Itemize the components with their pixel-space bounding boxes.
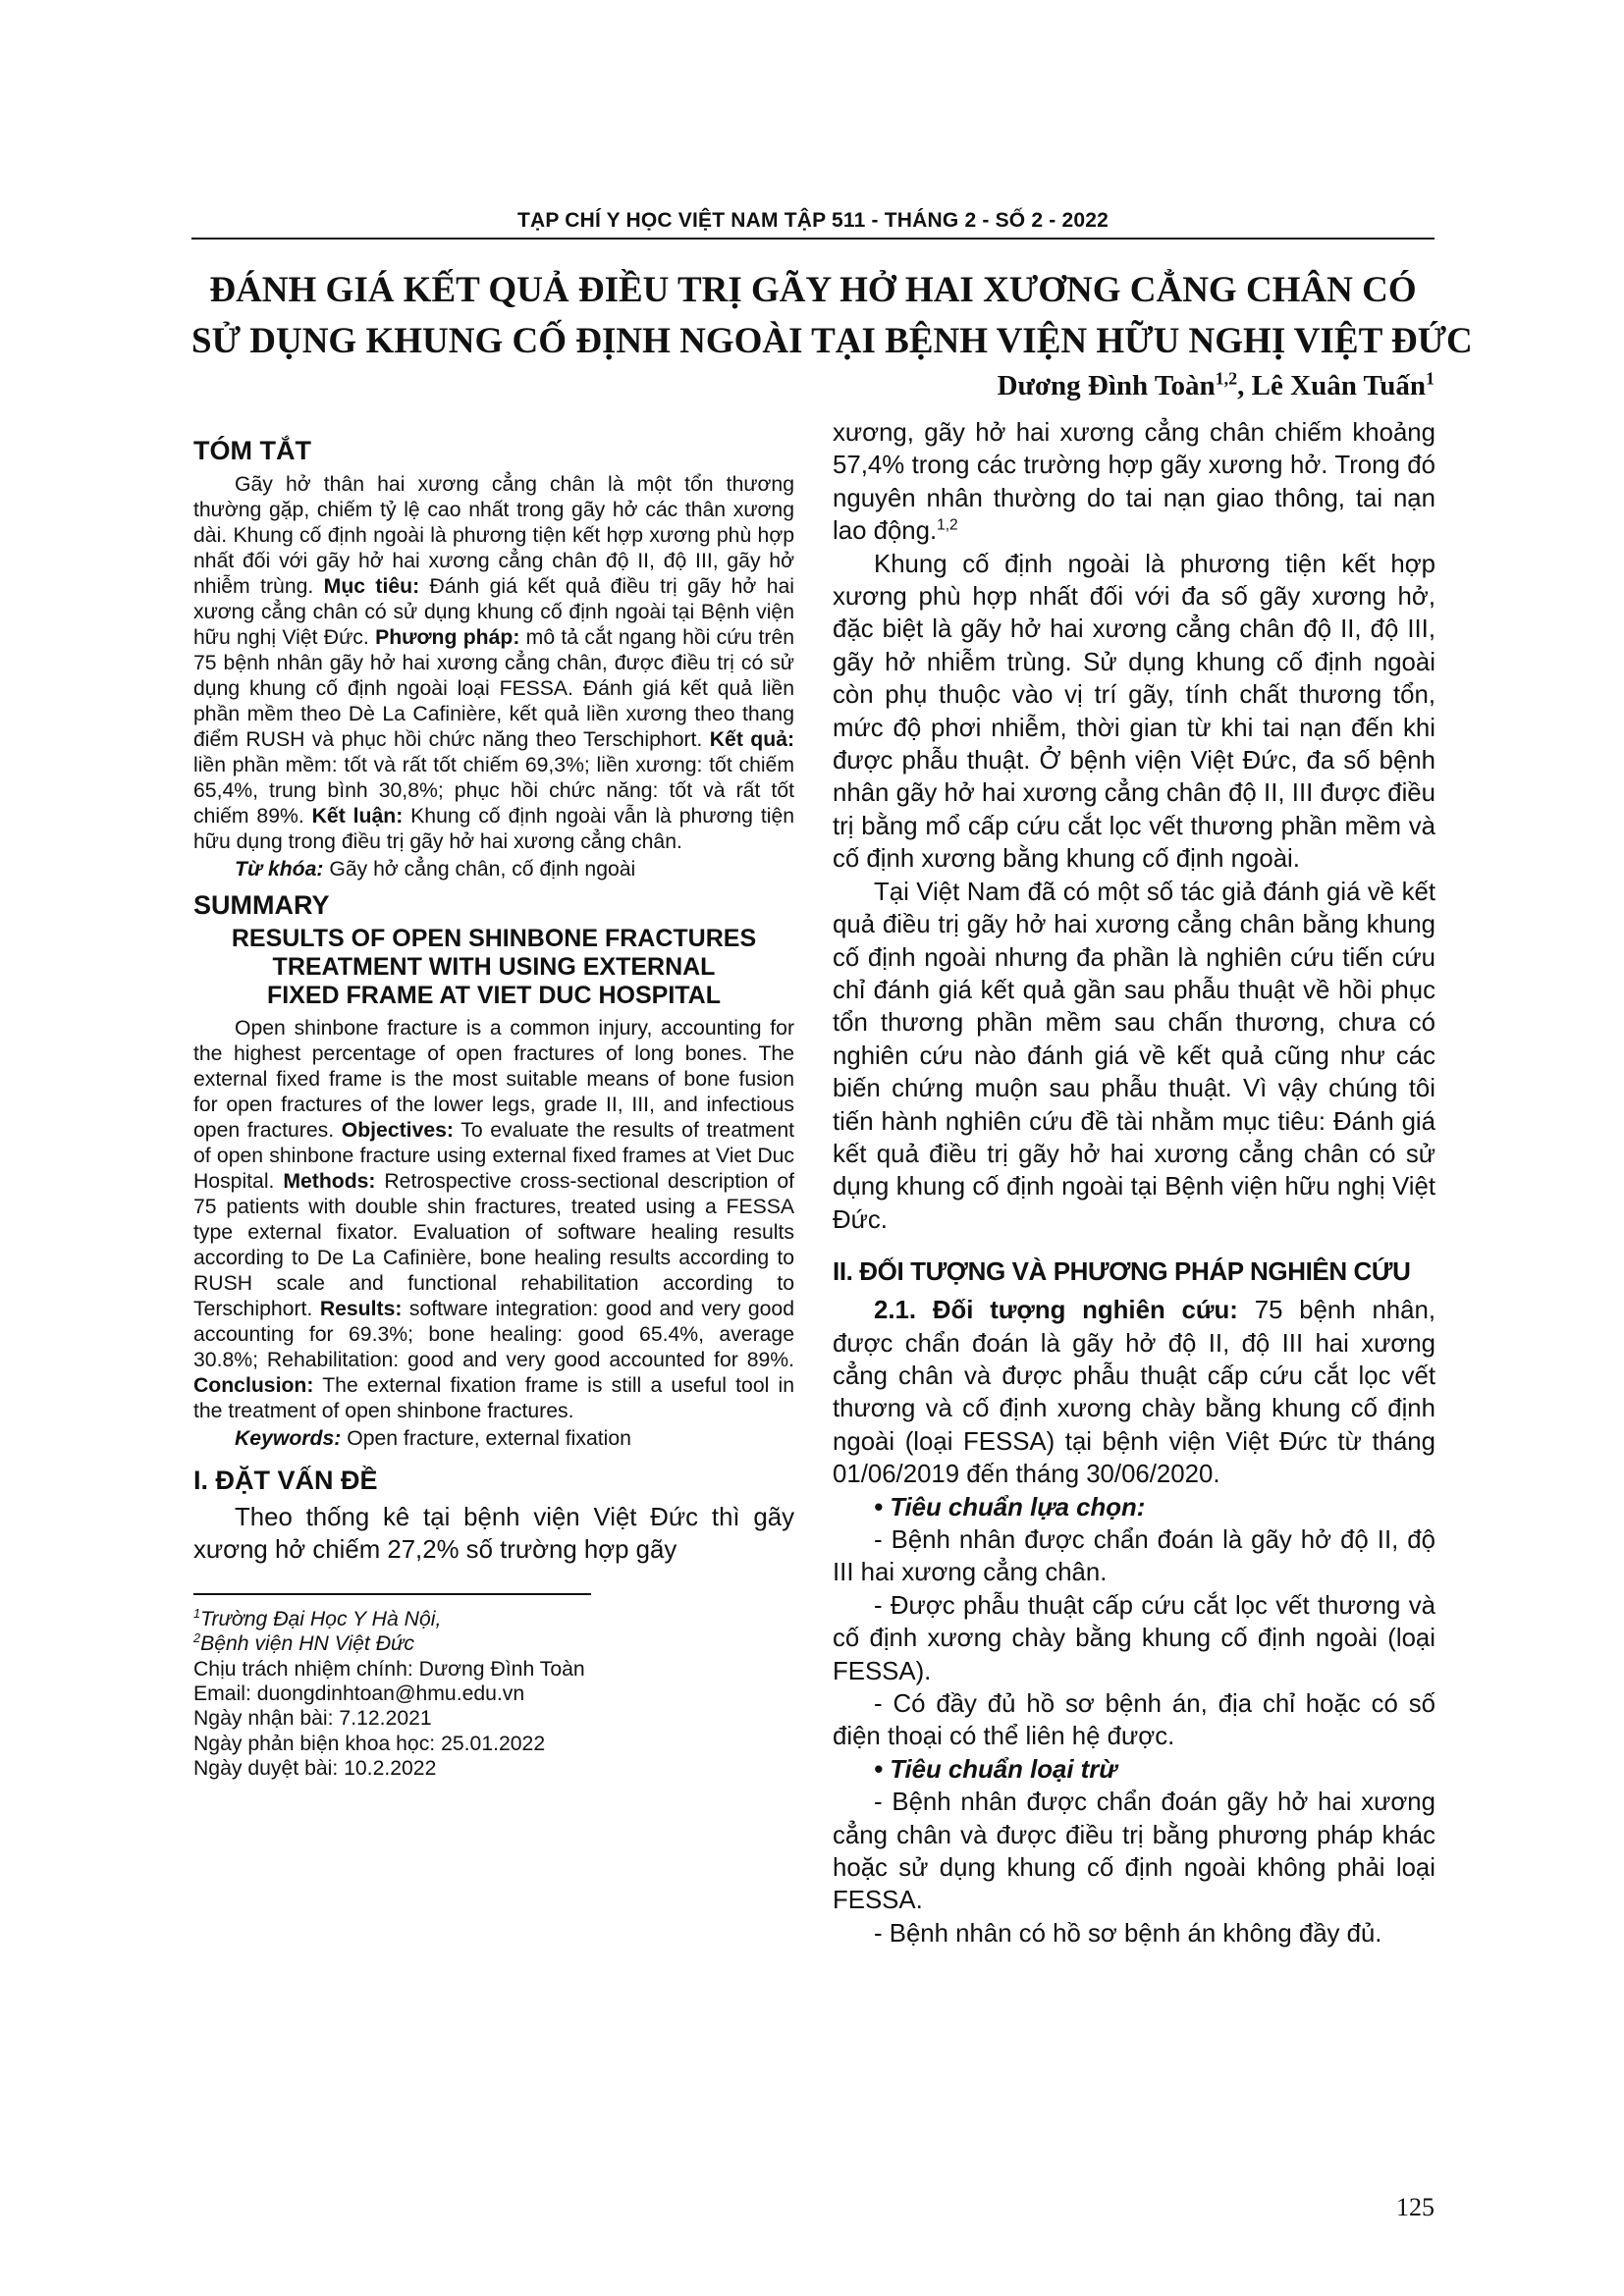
author-separator: , bbox=[1237, 370, 1252, 401]
author-1-affiliation: 1,2 bbox=[1215, 368, 1238, 389]
summary-heading: SUMMARY bbox=[193, 890, 330, 920]
affiliation-2-text: Bệnh viện HN Việt Đức bbox=[200, 1632, 415, 1656]
affiliation-1 bbox=[193, 1607, 794, 1631]
summary-title-line-3: FIXED FRAME AT VIET DUC HOSPITAL bbox=[266, 982, 722, 1009]
abstract-en-conclusion: The external fixation frame is still a useful tool in the treatment of open shinbone fractures. bbox=[193, 1374, 794, 1422]
journal-header: TẠP CHÍ Y HỌC VIỆT NAM TẬP 511 - THÁNG 2 - SỐ 2 - 2022 bbox=[516, 209, 1110, 232]
inclusion-heading: • Tiêu chuẩn lựa chọn: bbox=[874, 1493, 1146, 1522]
abstract-vi-method-label: Phương pháp: bbox=[375, 626, 520, 649]
abstract-vi-conclusion: Khung cố định ngoài vẫn là phương tiện hữu dụng trong điều trị gãy hở hai xương cẳng chân. bbox=[193, 805, 795, 853]
abstract-en-keywords-text: Open fracture, external fixation bbox=[341, 1427, 631, 1450]
header-rule bbox=[191, 238, 1435, 240]
abstract-en-body bbox=[193, 1016, 794, 1424]
article-title bbox=[191, 265, 1473, 367]
abstract-vi-keywords-text: Gãy hở cẳng chân, cố định ngoài bbox=[323, 858, 636, 881]
footnotes bbox=[193, 1607, 794, 1782]
date-received: Ngày nhận bài: 7.12.2021 bbox=[193, 1707, 432, 1731]
email: Email: duongdinhtoan@hmu.edu.vn bbox=[193, 1682, 525, 1706]
abstract-vi-keywords-label: Từ khóa: bbox=[235, 858, 324, 881]
abstract-en-keywords bbox=[193, 1426, 794, 1452]
date-accepted: Ngày duyệt bài: 10.2.2022 bbox=[193, 1757, 437, 1781]
summary-title-line-1: RESULTS OF OPEN SHINBONE FRACTURES bbox=[231, 925, 757, 952]
abstract-vi-conclusion-label: Kết luận: bbox=[311, 805, 404, 828]
section-1-para-3: Tại Việt Nam đã có một số tác giả đánh giá về kết quả điều trị gãy hở hai xương cẳng chân bằng khung cố định ngoài nhưng đa phần là nghiên cứu tiến cứu chỉ đánh giá kết quả gần sau phẫu thuật về hồi phục tổn thương phần mềm sau chấn thương, chưa có nghiên cứu nào đánh giá về kết quả cũng như các biến chứng muộn sau phẫu thuật. Vì vậy chúng tôi tiến hành nghiên cứu đề tài nhằm mục tiêu: Đánh giá kết quả điều trị gãy hở hai xương cẳng chân có sử dụng khung cố định ngoài tại Bệnh viện hữu nghị Việt Đức. bbox=[833, 878, 1435, 1234]
section-2-1 bbox=[833, 1295, 1435, 1491]
author-2: Lê Xuân Tuấn bbox=[1251, 370, 1426, 401]
title-line-1: ĐÁNH GIÁ KẾT QUẢ ĐIỀU TRỊ GÃY HỞ HAI XƯƠNG CẲNG CHÂN CÓ bbox=[209, 270, 1417, 310]
authors bbox=[998, 370, 1435, 402]
abstract-en-result: software integration: good and very good accounting for 69.3%; bone healing: good 65.4%, average 30.8%; Rehabilitation: good and very good accounted for 89%. bbox=[193, 1298, 794, 1371]
abstract-en-keywords-label: Keywords: bbox=[235, 1427, 342, 1450]
section-2-1-text: 75 bệnh nhân, được chẩn đoán là gãy hở độ II, độ III hai xương cẳng chân và được phẫu thuật cấp cứu cắt lọc vết thương và cố định xương chày bằng khung cố định ngoài (loại FESSA) tại bệnh viện Việt Đức từ tháng 01/06/2019 đến tháng 30/06/2020. bbox=[833, 1297, 1435, 1489]
abstract-vi-body bbox=[193, 472, 794, 855]
title-line-2: SỬ DỤNG KHUNG CỐ ĐỊNH NGOÀI TẠI BỆNH VIỆN HỮU NGHỊ VIỆT ĐỨC bbox=[191, 321, 1473, 361]
abstract-en-objective-label: Objectives: bbox=[341, 1119, 454, 1142]
affiliation-1-text: Trường Đại Học Y Hà Nội, bbox=[200, 1607, 442, 1630]
page-number: 125 bbox=[1396, 2193, 1435, 2221]
section-1-para-1-end bbox=[833, 417, 1435, 549]
affiliation-1-sup: 1 bbox=[193, 1605, 201, 1621]
section-2-body bbox=[833, 1295, 1435, 1950]
section-1-left bbox=[193, 1502, 794, 1568]
abstract-en-intro: Open shinbone fracture is a common injury, accounting for the highest percentage of open fractures of long bones. The external fixed frame is the most suitable means of bone fusion for open fractures of the lower legs, grade II, III, and infectious open fractures. bbox=[193, 1017, 794, 1142]
section-1-para-1-end-text: xương, gãy hở hai xương cẳng chân chiếm khoảng 57,4% trong các trường hợp gãy xương hở. Trong đó nguyên nhân thường do tai nạn giao thông, tai nạn lao động. bbox=[833, 419, 1435, 546]
inclusion-item-1: - Bệnh nhân được chẩn đoán là gãy hở độ II, độ III hai xương cẳng chân. bbox=[833, 1526, 1435, 1587]
section-1-right bbox=[833, 417, 1435, 1237]
abstract-en-method: Retrospective cross-sectional description of 75 patients with double shin fractures, treated using a FESSA type external fixator. Evaluation of software healing results according to De La Cafinière, bone healing results according to RUSH scale and functional rehabilitation according to Terschiphort. bbox=[193, 1170, 794, 1320]
section-1-para-1-ref: 1,2 bbox=[937, 516, 958, 534]
summary-title-line-2: TREATMENT WITH USING EXTERNAL bbox=[272, 953, 716, 981]
abstract-vi-result: liền phần mềm: tốt và rất tốt chiếm 69,3%; liền xương: tốt chiếm 65,4%, trung bình 30,8%; phục hồi chức năng: tốt và rất tốt chiếm 89%. bbox=[193, 754, 794, 828]
left-column bbox=[193, 424, 794, 1782]
abstract-en-objective: To evaluate the results of treatment of open shinbone fracture using external fixed frames at Viet Duc Hospital. bbox=[193, 1119, 794, 1193]
abstract-vi-method: mô tả cắt ngang hồi cứu trên 75 bệnh nhân gãy hở hai xương cẳng chân, được điều trị có sử dụng khung cố định ngoài loại FESSA. Đánh giá kết quả liền phần mềm theo Dè La Cafinière, kết quả liền xương theo thang điểm RUSH và phục hồi chức năng theo Terschiphort. bbox=[193, 626, 795, 751]
date-reviewed: Ngày phản biện khoa học: 25.01.2022 bbox=[193, 1732, 546, 1755]
exclusion-item-2: - Bệnh nhân có hồ sơ bệnh án không đầy đủ. bbox=[874, 1919, 1382, 1948]
author-1: Dương Đình Toàn bbox=[997, 370, 1216, 401]
section-1-para-1-start: Theo thống kê tại bệnh viện Việt Đức thì gãy xương hở chiếm 27,2% số trường hợp gãy bbox=[193, 1504, 794, 1565]
inclusion-item-2: - Được phẫu thuật cấp cứu cắt lọc vết thương và cố định xương chày bằng khung cố định ngoài (loại FESSA). bbox=[833, 1591, 1435, 1685]
exclusion-item-1: - Bệnh nhân được chẩn đoán gãy hở hai xương cẳng chân và được điều trị bằng phương pháp khác hoặc sử dụng khung cố định ngoài không phải loại FESSA. bbox=[833, 1789, 1435, 1915]
footnote-rule bbox=[193, 1593, 591, 1595]
abstract-vi-objective-label: Mục tiêu: bbox=[323, 575, 420, 598]
abstract-vi-keywords bbox=[193, 857, 794, 882]
section-2-heading: II. ĐỐI TƯỢNG VÀ PHƯƠNG PHÁP NGHIÊN CỨU bbox=[833, 1256, 1411, 1287]
abstract-vi-objective: Đánh giá kết quả điều trị gãy hở hai xương cẳng chân có sử dụng khung cố định ngoài tại Bệnh viện hữu nghị Việt Đức. bbox=[193, 575, 794, 649]
section-2-1-label: 2.1. Đối tượng nghiên cứu: bbox=[874, 1297, 1238, 1325]
section-1-para-2: Khung cố định ngoài là phương tiện kết hợp xương phù hợp nhất đối với đa số gãy xương hở, đặc biệt là gãy hở hai xương cẳng chân độ II, độ III, gãy hở nhiễm trùng. Sử dụng khung cố định ngoài còn phụ thuộc vào vị trí gãy, tính chất thương tổn, mức độ phơi nhiễm, thời gian từ khi tai nạn đến khi được phẫu thuật. Ở bệnh viện Việt Đức, đa số bệnh nhân gãy hở hai xương cẳng chân độ II, III được điều trị bằng mổ cấp cứu cắt lọc vết thương phần mềm và cố định xương bằng khung cố định ngoài. bbox=[833, 550, 1435, 874]
abstract-vi-intro: Gãy hở thân hai xương cẳng chân là một tổn thương thường gặp, chiếm tỷ lệ cao nhất trong gãy hở các thân xương dài. Khung cố định ngoài là phương tiện kết hợp xương phù hợp nhất đối với gãy hở hai xương cẳng chân độ II, độ III, gãy hở nhiễm trùng. bbox=[193, 473, 794, 598]
abstract-en-conclusion-label: Conclusion: bbox=[193, 1374, 314, 1397]
abstract-vi bbox=[193, 472, 794, 882]
abstract-vi-heading: TÓM TẮT bbox=[193, 436, 311, 465]
abstract-en bbox=[193, 1016, 794, 1452]
affiliation-2-sup: 2 bbox=[193, 1630, 201, 1646]
author-2-affiliation: 1 bbox=[1426, 368, 1435, 389]
right-column bbox=[833, 417, 1435, 1950]
corresponding-author: Chịu trách nhiệm chính: Dương Đình Toàn bbox=[193, 1657, 585, 1681]
abstract-en-method-label: Methods: bbox=[283, 1170, 376, 1193]
exclusion-heading: • Tiêu chuẩn loại trừ bbox=[874, 1755, 1117, 1784]
summary-title bbox=[193, 925, 794, 1010]
abstract-en-result-label: Results: bbox=[319, 1298, 403, 1320]
inclusion-item-3: - Có đầy đủ hồ sơ bệnh án, địa chỉ hoặc có số điện thoại có thể liên hệ được. bbox=[833, 1690, 1435, 1751]
section-1-heading: I. ĐẶT VẤN ĐỀ bbox=[193, 1466, 378, 1495]
abstract-vi-result-label: Kết quả: bbox=[709, 728, 795, 751]
affiliation-2 bbox=[193, 1631, 794, 1656]
